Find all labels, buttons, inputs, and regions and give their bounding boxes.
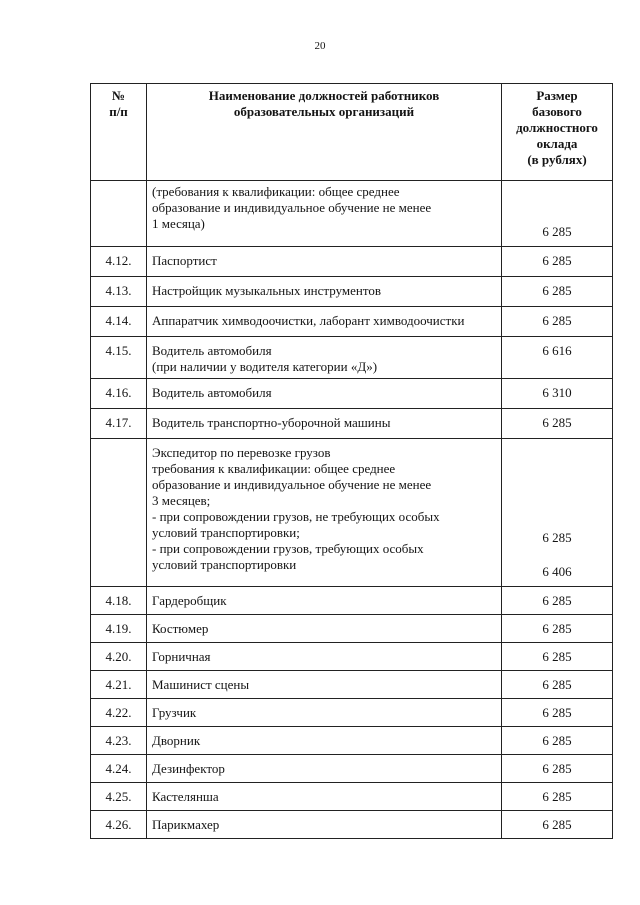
row-name-cell: Костюмер bbox=[147, 615, 502, 643]
table-row bbox=[91, 247, 613, 277]
row-salary-cell: 6 285 bbox=[502, 755, 613, 783]
row-salary-cell: 6 285 bbox=[502, 307, 613, 337]
row-name-cell: Аппаратчик химводоочистки, лаборант химводоочистки bbox=[147, 307, 502, 337]
table-row bbox=[91, 409, 613, 439]
row-number-cell bbox=[91, 439, 147, 587]
table-row bbox=[91, 811, 613, 839]
row-name-cell: Парикмахер bbox=[147, 811, 502, 839]
row-name-cell: (требования к квалификации: общее среднее образование и индивидуальное обучение не менее 1 месяца) bbox=[147, 181, 502, 247]
table-row bbox=[91, 337, 613, 379]
row-name-cell: Экспедитор по перевозке грузов требования к квалификации: общее среднее образование и индивидуальное обучение не менее 3 месяцев; - при сопровождении грузов, не требующих особых условий транспортировки; - при сопровождении грузов, требующих особых условий транспортировки bbox=[147, 439, 502, 587]
row-number-cell: 4.15. bbox=[91, 337, 147, 379]
table-row bbox=[91, 379, 613, 409]
row-number-cell bbox=[91, 181, 147, 247]
row-salary-cell: 6 285 bbox=[502, 727, 613, 755]
row-salary-cell bbox=[502, 439, 613, 587]
table-row bbox=[91, 277, 613, 307]
row-name-cell: Машинист сцены bbox=[147, 671, 502, 699]
row-number-cell: 4.16. bbox=[91, 379, 147, 409]
table-row bbox=[91, 727, 613, 755]
row-name-cell: Паспортист bbox=[147, 247, 502, 277]
table-row-continuation bbox=[91, 181, 613, 247]
table-row bbox=[91, 755, 613, 783]
table-row bbox=[91, 307, 613, 337]
table-row bbox=[91, 699, 613, 727]
row-name-cell: Гардеробщик bbox=[147, 587, 502, 615]
row-salary-cell: 6 310 bbox=[502, 379, 613, 409]
header-salary: Размер базового должностного оклада (в рублях) bbox=[502, 84, 613, 181]
row-salary-cell: 6 285 bbox=[502, 671, 613, 699]
row-salary-cell: 6 285 bbox=[502, 643, 613, 671]
row-name-cell: Дворник bbox=[147, 727, 502, 755]
row-name-cell: Водитель автомобиля bbox=[147, 379, 502, 409]
row-salary-cell: 6 285 bbox=[502, 615, 613, 643]
salary-table bbox=[90, 83, 613, 839]
row-name-cell: Грузчик bbox=[147, 699, 502, 727]
row-salary-cell: 6 285 bbox=[502, 587, 613, 615]
row-salary-cell: 6 285 bbox=[502, 181, 613, 247]
header-number: № п/п bbox=[91, 84, 147, 181]
row-number-cell: 4.17. bbox=[91, 409, 147, 439]
header-position-name: Наименование должностей работников образовательных организаций bbox=[147, 84, 502, 181]
page-number: 20 bbox=[314, 40, 326, 52]
row-name-cell: Дезинфектор bbox=[147, 755, 502, 783]
row-number-cell: 4.12. bbox=[91, 247, 147, 277]
table-row bbox=[91, 587, 613, 615]
row-number-cell: 4.22. bbox=[91, 699, 147, 727]
row-name-cell: Кастелянша bbox=[147, 783, 502, 811]
row-salary-cell: 6 285 bbox=[502, 277, 613, 307]
table-row bbox=[91, 671, 613, 699]
table-row-expeditor bbox=[91, 439, 613, 587]
table-row bbox=[91, 615, 613, 643]
row-name-cell: Водитель транспортно-уборочной машины bbox=[147, 409, 502, 439]
table-row bbox=[91, 783, 613, 811]
row-number-cell: 4.13. bbox=[91, 277, 147, 307]
salary-value: 6 285 bbox=[542, 530, 572, 545]
row-number-cell: 4.14. bbox=[91, 307, 147, 337]
row-number-cell: 4.26. bbox=[91, 811, 147, 839]
row-number-cell: 4.21. bbox=[91, 671, 147, 699]
row-number-cell: 4.23. bbox=[91, 727, 147, 755]
row-salary-cell: 6 285 bbox=[502, 699, 613, 727]
row-number-cell: 4.20. bbox=[91, 643, 147, 671]
row-name-cell: Водитель автомобиля (при наличии у водителя категории «Д») bbox=[147, 337, 502, 379]
row-name-cell: Горничная bbox=[147, 643, 502, 671]
salary-value: 6 406 bbox=[542, 564, 572, 579]
row-salary-cell: 6 285 bbox=[502, 811, 613, 839]
row-number-cell: 4.19. bbox=[91, 615, 147, 643]
table-header-row bbox=[91, 84, 613, 181]
row-salary-cell: 6 616 bbox=[502, 337, 613, 379]
row-name-cell: Настройщик музыкальных инструментов bbox=[147, 277, 502, 307]
table-row bbox=[91, 643, 613, 671]
row-salary-cell: 6 285 bbox=[502, 247, 613, 277]
row-salary-cell: 6 285 bbox=[502, 783, 613, 811]
row-number-cell: 4.24. bbox=[91, 755, 147, 783]
row-salary-cell: 6 285 bbox=[502, 409, 613, 439]
row-number-cell: 4.18. bbox=[91, 587, 147, 615]
row-number-cell: 4.25. bbox=[91, 783, 147, 811]
